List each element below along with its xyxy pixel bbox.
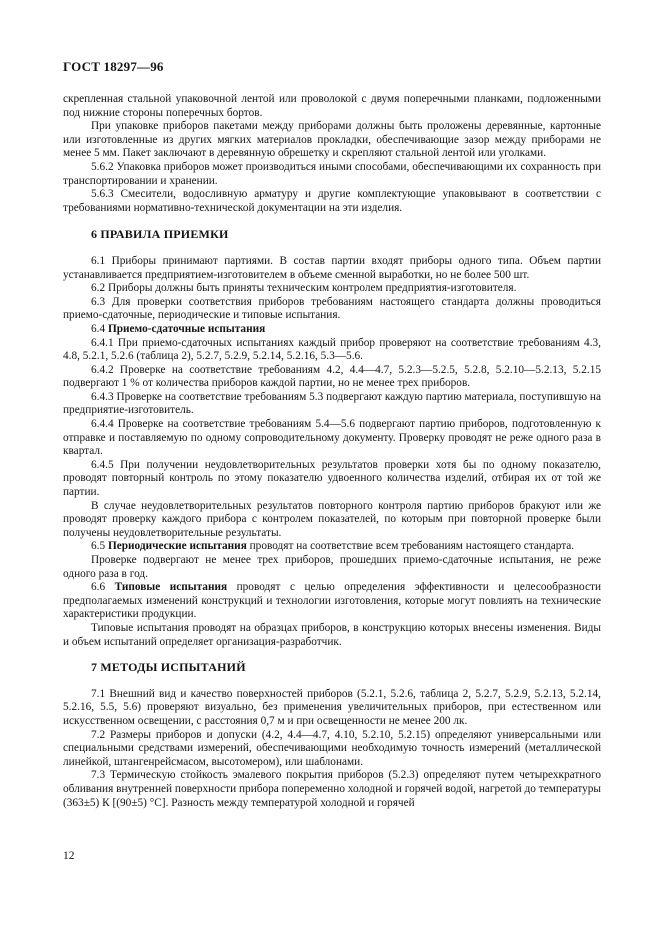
paragraph-6-2: 6.2 Приборы должны быть приняты техническим контролем предприятия-изготовителя. xyxy=(91,282,517,295)
clause-number: 6.4 xyxy=(91,322,108,335)
paragraph-7-3: 7.3 Термическую стойкость эмалевого покрытия приборов (5.2.3) определяют путем четырехкратного обливания внутренней поверхности прибора попеременно холодной и горячей водой, нагретой до температуры (363±5) К [(90±5) °С]. Разность между температурой холодной и горячей xyxy=(63,769,601,809)
document-body xyxy=(63,93,601,810)
clause-text: проводят на соответствие всем требованиям настоящего стандарта. xyxy=(246,540,575,553)
paragraph: В случае неудовлетворительных результатов повторного контроля партию приборов бракуют или же проводят проверку каждого прибора с контролем показателей, по которым при повторной проверке были получены неудовлетворительные результаты. xyxy=(63,499,601,539)
paragraph-7-2: 7.2 Размеры приборов и допуски (4.2, 4.4—4.7, 4.10, 5.2.10, 5.2.15) определяют универсальными или специальными средствами измерений, обеспечивающими необходимую точность измерений (металлической линейкой, штангенрейсмасом, высотомером), или шаблонами. xyxy=(63,728,601,768)
paragraph-6-4-5: 6.4.5 При получении неудовлетворительных результатов проверки хотя бы по одному показателю, проводят повторный контроль по этому показателю удвоенного количества изделий, отбирая их от той же партии. xyxy=(63,458,601,499)
paragraph-5-6-2: 5.6.2 Упаковка приборов может производиться иными способами, обеспечивающими их сохранность при транспортировании и хранении. xyxy=(63,160,601,187)
clause-text: проводят с целью определения эффективности и целесообразности предполагаемых изменений конструкций и технологии изготовления, которые могут повлиять на технические характеристики продукции. xyxy=(63,581,601,621)
paragraph: скрепленная стальной упаковочной лентой или проволокой с двумя поперечными планками, подложенными под нижние стороны поперечных бортов. xyxy=(63,93,601,119)
clause-title: Приемо-сдаточные испытания xyxy=(107,322,266,335)
paragraph: Типовые испытания проводят на образцах приборов, в конструкцию которых внесены изменения. Виды и объем испытаний определяет организация-разработчик. xyxy=(63,621,601,648)
paragraph-6-4-4: 6.4.4 Проверке на соответствие требованиям 5.4—5.6 подвергают партию приборов, подготовленную к отправке и поставляемую по одному сопроводительному документу. Проверку проводят не реже одного раза в квартал. xyxy=(63,418,601,458)
paragraph-6-1: 6.1 Приборы принимают партиями. В состав партии входят приборы одного типа. Объем партии устанавливается предприятием-изготовителем в объеме сменной выработки, но не более 500 шт. xyxy=(63,254,601,281)
paragraph: Проверке подвергают не менее трех приборов, прошедших приемо-сдаточные испытания, не реже одного раза в год. xyxy=(63,554,601,580)
section-heading-7: 7 МЕТОДЫ ИСПЫТАНИЙ xyxy=(91,660,246,675)
clause-number: 6.5 xyxy=(91,540,108,553)
standard-header: ГОСТ 18297—96 xyxy=(63,59,164,74)
clause-number: 6.6 xyxy=(91,581,115,594)
clause-title: Типовые испытания xyxy=(114,581,228,594)
paragraph: При упаковке приборов пакетами между приборами должны быть проложены деревянные, картонные или изготовленные из других мягких материалов прокладки, обеспечивающие зазор между приборами не менее 5 мм. Пакет заключают в деревянную обрешетку и скрепляют стальной лентой или уголками. xyxy=(63,120,601,160)
paragraph-6-5 xyxy=(63,540,601,554)
page-number: 12 xyxy=(63,850,75,862)
paragraph-6-4 xyxy=(63,323,601,337)
paragraph-5-6-3: 5.6.3 Смесители, водосливную арматуру и другие комплектующие упаковывают в соответствии с требованиями нормативно-технической документации на эти изделия. xyxy=(63,188,601,214)
paragraph-6-4-1: 6.4.1 При приемо-сдаточных испытаниях каждый прибор проверяют на соответствие требованиям 4.3, 4.8, 5.2.1, 5.2.6 (таблица 2), 5.2.7, 5.2.9, 5.2.14, 5.2.16, 5.3—5.6. xyxy=(63,336,601,363)
paragraph-6-4-3: 6.4.3 Проверке на соответствие требованиям 5.3 подвергают каждую партию материала, поступившую на предприятие-изготовитель. xyxy=(63,390,601,417)
paragraph-6-4-2: 6.4.2 Проверке на соответствие требованиям 4.2, 4.4—4.7, 5.2.3—5.2.5, 5.2.8, 5.2.10—5.2.13, 5.2.15 подвергают 1 % от количества приборов каждой партии, но не менее трех приборов. xyxy=(63,363,601,390)
paragraph-6-6 xyxy=(63,581,601,622)
paragraph-6-3: 6.3 Для проверки соответствия приборов требованиям настоящего стандарта должны проводиться приемо-сдаточные, периодические и типовые испытания. xyxy=(63,295,601,322)
paragraph-7-1: 7.1 Внешний вид и качество поверхностей приборов (5.2.1, 5.2.6, таблица 2, 5.2.7, 5.2.9, 5.2.13, 5.2.14, 5.2.16, 5.5, 5.6) проверяют визуально, без применения увеличительных приборов, при естественном или искусственном освещении, с расстояния 0,7 м и при освещенности не менее 200 лк. xyxy=(63,687,601,727)
section-heading-6: 6 ПРАВИЛА ПРИЕМКИ xyxy=(91,227,229,242)
clause-title: Периодические испытания xyxy=(107,540,247,553)
